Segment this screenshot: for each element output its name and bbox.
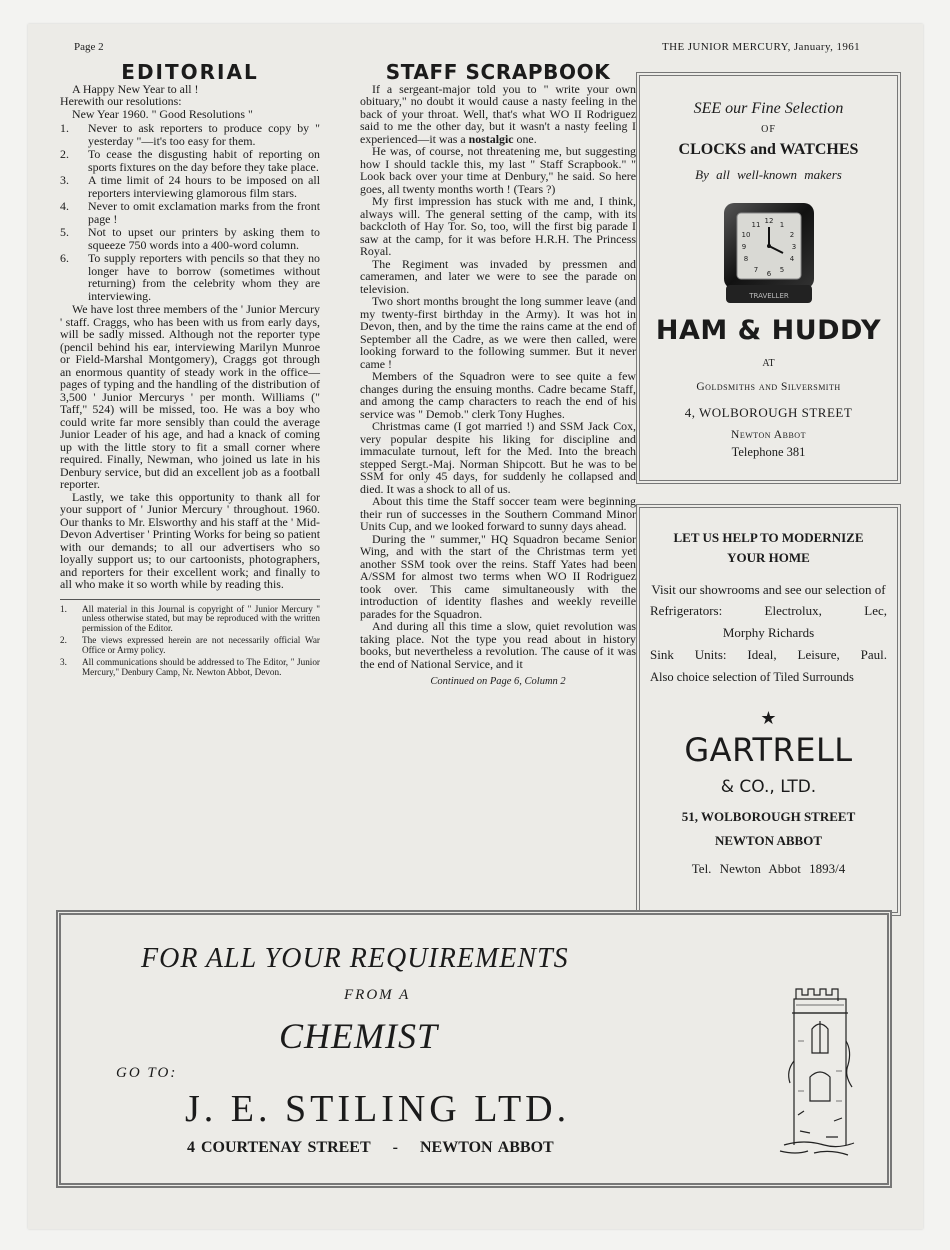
- list-item: 1. Never to ask reporters to produce copy by " yesterday "—it's too easy for them.: [60, 121, 320, 148]
- clock-brand-text: TRAVELLER: [748, 292, 789, 300]
- ad-of: OF: [761, 124, 776, 135]
- ad-headline: LET US HELP TO MODERNIZE YOUR HOME: [673, 530, 864, 565]
- star-icon: ★: [760, 708, 777, 728]
- ham-huddy-advert: [636, 72, 901, 484]
- list-item: 6. To supply reporters with pencils so that they no longer have to borrow (sometimes without returning) from the celebrity whom they are interviewing.: [60, 251, 320, 303]
- newspaper-page: [28, 24, 923, 1229]
- scrapbook-paragraph: Members of the Squadron were to see quite a few changes during the ensuing months. Cadre became Staff, and among the camp characters to reach the end of his service was " Demob." clerk Tony Hughes.: [360, 369, 636, 421]
- editorial-column: [60, 60, 320, 681]
- svg-text:8: 8: [743, 255, 748, 263]
- scrapbook-title: STAFF SCRAPBOOK: [385, 60, 611, 84]
- resolutions-list: [60, 122, 320, 302]
- svg-text:1: 1: [779, 221, 784, 229]
- stiling-brand: J. E. STILING LTD.: [185, 1088, 571, 1130]
- ad-town: NEWTON ABBOT: [714, 833, 823, 848]
- church-tower-icon: [774, 981, 858, 1161]
- editorial-paragraph: We have lost three members of the ' Junior Mercury ' staff. Craggs, who has been with us from early days, will be sadly missed. Although not the reporter type (pencil behind his ear, interviewing Marilyn Munroe or Field-Marshal Montgomery), Craggs got through an enormous quantity of steady work in the office—pages of typing and the handling of the distribution of 3,500 ' Junior Mercurys ' per month. Williams (" Taff," 524) will be missed, too. He was a boy who could write far more sensibly than could the average Junior Leader of his age, and had a knack of coming up with the little story to fit a small corner where required. Finally, Newman, who joined us late in his Denbury service, but did an excellent job as a football reporter.: [60, 302, 320, 491]
- svg-text:4: 4: [789, 255, 794, 263]
- svg-text:5: 5: [779, 266, 784, 274]
- list-item: 3. All communications should be addressed to The Editor, " Junior Mercury," Denbury Camp, Nr. Newton Abbot, Devon.: [60, 657, 320, 678]
- publication-header: THE JUNIOR MERCURY, January, 1961: [662, 41, 861, 53]
- chemist-advert: [56, 910, 892, 1188]
- gartrell-brand: GARTRELL: [684, 731, 853, 769]
- editorial-herewith: Herewith our resolutions:: [60, 94, 182, 108]
- list-item: 5. Not to upset our printers by asking them to squeeze 750 words into a 400-word column.: [60, 225, 320, 252]
- ad-refrigerators-2: Morphy Richards: [722, 625, 815, 640]
- ad-line-chemist: CHEMIST: [279, 1016, 438, 1056]
- ad-makers: By all well-known makers: [695, 167, 842, 182]
- ad-tagline: SEE our Fine Selection: [693, 100, 844, 117]
- gartrell-co: & CO., LTD.: [720, 777, 817, 797]
- scrapbook-paragraph: The Regiment was invaded by pressmen and cameramen, and later we were to see the parade on television.: [360, 256, 636, 296]
- ad-at: AT: [762, 358, 775, 369]
- scrapbook-paragraph: And during all this time a slow, quiet revolution was taking place. Not the type you read about in history books, but nevertheless a revolution. The cause of it was the end of National Service, and it: [360, 619, 636, 671]
- ad-sink-units: Sink Units: Ideal, Leisure, Paul.: [650, 647, 887, 662]
- editorial-greeting: A Happy New Year to all !: [72, 81, 199, 96]
- svg-text:12: 12: [764, 217, 773, 225]
- svg-text:7: 7: [753, 266, 758, 274]
- ad-telephone: Telephone 381: [731, 445, 806, 459]
- ad-refrigerators: Refrigerators: Electrolux, Lec,: [650, 603, 887, 618]
- ad-town: Newton Abbot: [731, 429, 806, 441]
- ad-line-from: FROM A: [344, 987, 411, 1003]
- list-item: 4. Never to omit exclamation marks from the front page !: [60, 199, 320, 226]
- scrapbook-paragraph: My first impression has stuck with me and, I think, always will. The general setting of the camp, with its backcloth of Hay Tor. So, too, will the first big parade I saw at the camp, for it was before H.R.H. The Princess Royal.: [360, 194, 636, 258]
- svg-text:6: 6: [766, 270, 771, 278]
- list-item: 3. A time limit of 24 hours to be imposed on all reporters interviewing glamorous film stars.: [60, 173, 320, 200]
- scrapbook-paragraph: Two short months brought the long summer leave (and my twenty-first birthday in the Army). It was hot in Devon, then, and by the time the rains came at the end of September all the Cadre, as we were then called, were looking forward to the following summer. But it never came !: [360, 294, 636, 371]
- scrapbook-paragraph: During the " summer," HQ Squadron became Senior Wing, and with the start of the Christmas term yet another SSM took over the reins. Staff Yates had been A/SSM for almost two terms when WO II Rodriguez took over. This came simultaneously with the introduction of identity flashes and weekly reveille parades for the Squadron.: [360, 531, 636, 621]
- ad-line-requirements: FOR ALL YOUR REQUIREMENTS: [141, 943, 569, 974]
- travel-clock-icon: [720, 197, 818, 309]
- scrapbook-paragraph: He was, of course, not threatening me, but suggesting how I should tackle this, my last " Staff Scrapbook." " Look back over your time at Denbury," he said. So here goes, all twenty months worth ! (Tears ?): [360, 144, 636, 196]
- divider: [60, 599, 320, 600]
- ad-street: 51, WOLBOROUGH STREET: [681, 809, 856, 824]
- ad-products: CLOCKS and WATCHES: [678, 141, 859, 158]
- ad-address: 4 COURTENAY STREET - NEWTON ABBOT: [187, 1139, 554, 1156]
- editorial-title: EDITORIAL: [121, 60, 259, 84]
- scrapbook-paragraph: If a sergeant-major told you to " write your own obituary," no doubt it would cause a nasty feeling in the back of your throat. Well, that's what WO II Rodriguez said to me the other day, but it wasn't a nasty feeling I experienced—it was a nostalgic one.: [360, 81, 636, 146]
- page-number: Page 2: [74, 41, 104, 53]
- ham-huddy-brand: HAM & HUDDY: [655, 315, 882, 346]
- ad-street: 4, WOLBOROUGH STREET: [684, 405, 853, 420]
- continued-note: Continued on Page 6, Column 2: [430, 676, 566, 687]
- ad-telephone: Tel. Newton Abbot 1893/4: [691, 861, 846, 876]
- scrapbook-paragraph: Christmas came (I got married !) and SSM Jack Cox, very popular despite his liking for discipline and immaculate turnout, left for the Med. Into the breach stepped Sergt.-Maj. Norman Shipcott. But he was to be SSM for only 45 days, for suddenly he collapsed and died. It was a shock to all of us.: [360, 419, 636, 496]
- svg-text:10: 10: [741, 231, 750, 239]
- editorial-paragraph: Lastly, we take this opportunity to thank all for your support of ' Junior Mercury ' throughout. 1960. Our thanks to Mr. Elsworthy and his staff at the ' Mid-Devon Advertiser ' Printing Works for being so patient with our demands; to all our advertisers who so loyally support us; to our cartoonists, photographers, and reporters for their excellent work; and finally to all who make it so worth while by reading this.: [60, 489, 320, 591]
- ad-trade: Goldsmiths and Silversmith: [696, 381, 841, 393]
- ad-tiled-surrounds: Also choice selection of Tiled Surrounds: [650, 670, 854, 684]
- scrapbook-column: [360, 60, 636, 689]
- ad-visit: Visit our showrooms and see our selection of: [651, 582, 886, 597]
- svg-text:11: 11: [751, 221, 760, 229]
- list-item: 1. All material in this Journal is copyright of " Junior Mercury " unless otherwise stated, but may be reproduced with the written permission of the Editor.: [60, 603, 320, 633]
- svg-text:2: 2: [789, 231, 794, 239]
- gartrell-advert: [636, 504, 901, 916]
- resolutions-heading: New Year 1960. " Good Resolutions ": [72, 106, 253, 121]
- copyright-notes: [60, 605, 320, 678]
- scrapbook-paragraph: About this time the Staff soccer team were beginning their run of successes in the Southern Command Minor Units Cup, and we looked forward to sunny days ahead.: [360, 494, 636, 533]
- svg-text:3: 3: [791, 243, 796, 251]
- ad-line-goto: GO TO:: [116, 1065, 178, 1081]
- list-item: 2. To cease the disgusting habit of reporting on sports fixtures on the day before they take place.: [60, 147, 320, 174]
- svg-text:9: 9: [741, 243, 746, 251]
- list-item: 2. The views expressed herein are not necessarily official War Office or Army policy.: [60, 635, 320, 655]
